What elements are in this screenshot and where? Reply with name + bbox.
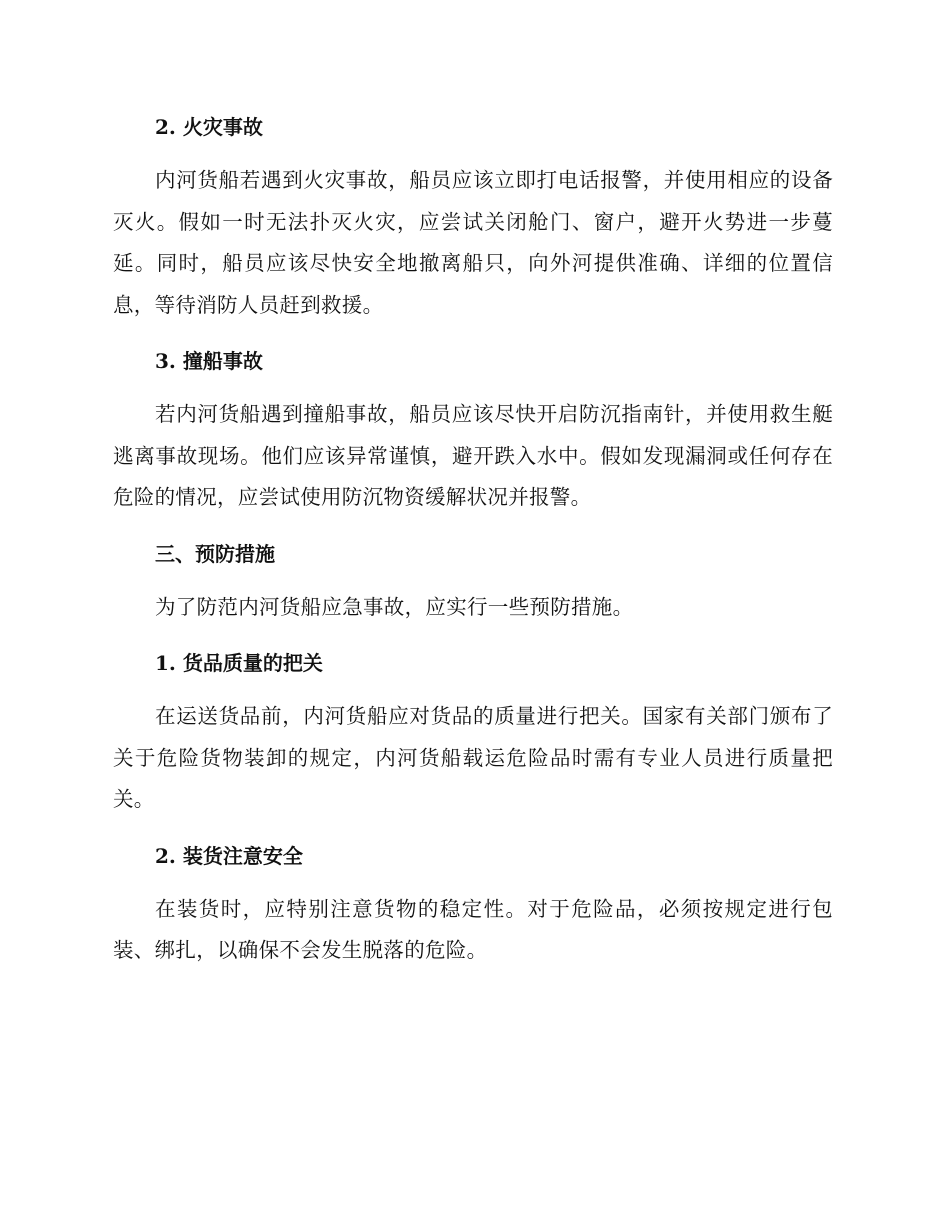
paragraph-prevention-intro: 为了防范内河货船应急事故，应实行一些预防措施。 [155, 594, 634, 619]
section-heading-quality-control: 1. 货品质量的把关 [155, 651, 323, 675]
paragraph-quality-control: 在运送货品前，内河货船应对货品的质量进行把关。国家有关部门颁布了关于危险货物装卸的规定，内河货船载运危险品时需有专业人员进行质量把关。 [113, 704, 833, 811]
paragraph-loading-safety: 在装货时，应特别注意货物的稳定性。对于危险品，必须按规定进行包装、绑扎，以确保不会发生脱落的危险。 [113, 896, 833, 962]
section-heading-prevention: 三、预防措施 [155, 541, 275, 566]
section-heading-collision-accident: 3. 撞船事故 [155, 349, 263, 373]
paragraph-collision-accident: 若内河货船遇到撞船事故，船员应该尽快开启防沉指南针，并使用救生艇逃离事故现场。他们应该异常谨慎，避开跌入水中。假如发现漏洞或任何存在危险的情况，应尝试使用防沉物资缓解状况并报警。 [113, 402, 833, 509]
document-body [113, 106, 833, 972]
section-heading-loading-safety: 2. 装货注意安全 [155, 843, 303, 868]
section-heading-fire-accident: 2. 火灾事故 [155, 115, 263, 139]
paragraph-fire-accident: 内河货船若遇到火灾事故，船员应该立即打电话报警，并使用相应的设备灭火。假如一时无法扑灭火灾，应尝试关闭舱门、窗户，避开火势进一步蔓延。同时，船员应该尽快安全地撤离船只，向外河提供准确、详细的位置信息，等待消防人员赶到救援。 [113, 168, 833, 317]
